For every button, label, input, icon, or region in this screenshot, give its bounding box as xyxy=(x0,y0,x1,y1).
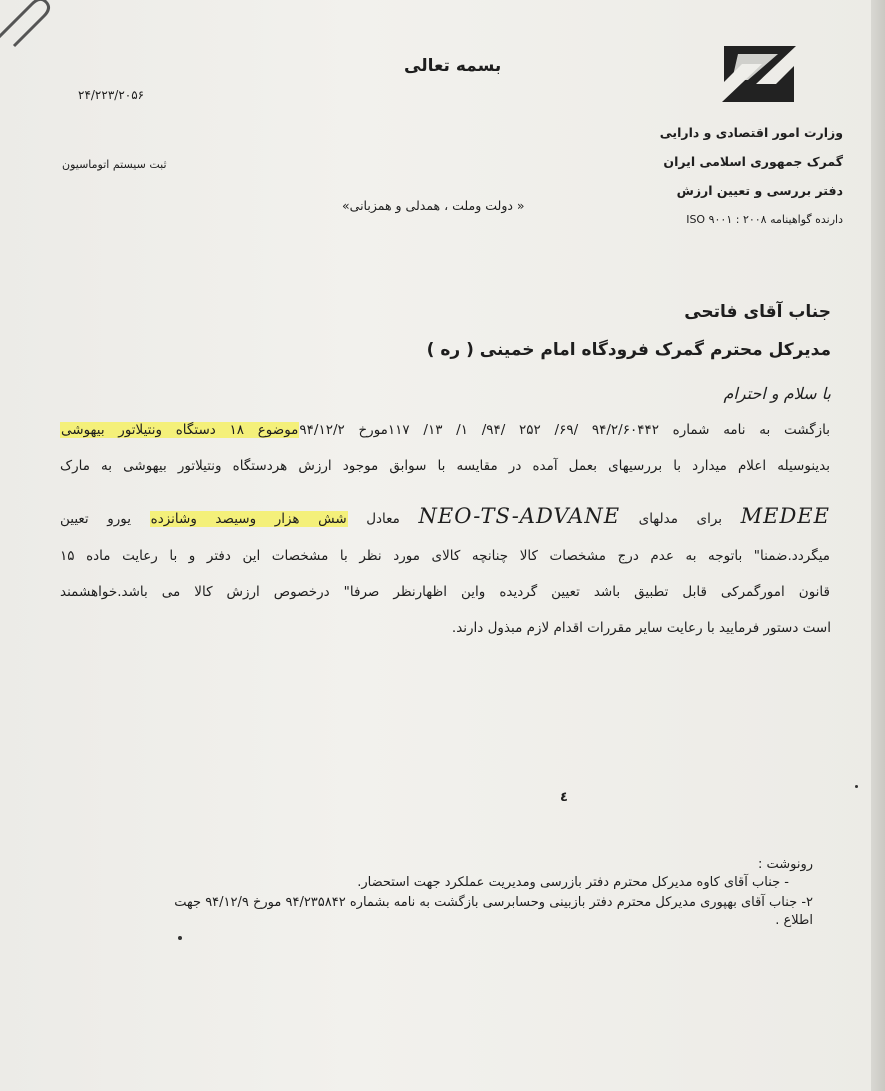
greeting-handwritten: با سلام و احترام xyxy=(723,384,831,403)
cc-item-1: - جناب آقای کاوه مدیرکل محترم دفتر بازرسی ومدیریت عملکرد جهت استحضار. xyxy=(357,875,789,890)
body-text: یورو تعیین xyxy=(60,511,132,527)
bismillah-heading: بسمه تعالی xyxy=(404,56,502,76)
automation-system-note: ثبت سیستم اتوماسیون xyxy=(62,158,167,171)
page-edge-shadow xyxy=(871,0,885,1091)
letter-number: ۲۴/۲۲۳/۲۰۵۶ xyxy=(78,88,145,102)
body-line-2: بدینوسیله اعلام میدارد با بررسیهای بعمل آمده در مقایسه با سوابق موجود ارزش هردستگاه ونتیلاتور بیهوشی به مارک xyxy=(60,458,830,474)
slogan: « دولت وملت ، همدلی و همزبانی» xyxy=(342,198,525,213)
body-text: معادل xyxy=(366,511,400,527)
ministry-line: دفتر بررسی و تعیین ارزش xyxy=(676,183,843,198)
ministry-line: گمرک جمهوری اسلامی ایران xyxy=(663,154,843,169)
body-line-3 xyxy=(60,504,830,528)
iso-certificate-line: دارنده گواهینامه ۲۰۰۸ : ۹۰۰۱ ISO xyxy=(686,213,843,226)
body-line-1 xyxy=(60,422,830,438)
highlighted-subject: موضوع ۱۸ دستگاه ونتیلاتور بیهوشی xyxy=(61,422,299,438)
ink-speck xyxy=(178,936,182,940)
body-line-5: قانون امورگمرکی قابل تطبیق باشد تعیین گردیده واین اظهارنظر صرفا" درخصوص ارزش کالا می باشد.خواهشمند xyxy=(60,584,830,600)
cc-item-2-continued: اطلاع . xyxy=(775,913,813,928)
body-line-4: میگردد.ضمنا" باتوجه به عدم درج مشخصات کالا چنانچه کالای مورد نظر با مشخصات این دفتر و با رعایت ماده ۱۵ xyxy=(60,548,830,564)
customs-logo xyxy=(718,40,800,108)
body-text: بازگشت به نامه شماره ۹۴/۲/۶۰۴۴۲ /۶۹/ ۲۵۲ /۹۴/ ۱/ ۱۳/ ۱۱۷مورخ ۹۴/۱۲/۲ xyxy=(299,422,831,438)
highlighted-amount: شش هزار وسیصد وشانزده xyxy=(150,511,347,527)
addressee-title: مدیرکل محترم گمرک فرودگاه امام خمینی ( ره ) xyxy=(426,340,831,360)
addressee-name: جناب آقای فاتحی xyxy=(684,302,831,322)
page-mark: ٤ xyxy=(560,790,568,805)
body-text: برای مدلهای xyxy=(638,511,723,527)
model-names: NEO-TS-ADVANE xyxy=(418,504,621,528)
cc-heading: رونوشت : xyxy=(757,857,813,872)
ministry-line: وزارت امور اقتصادی و دارایی xyxy=(659,125,843,140)
brand-name: MEDEE xyxy=(740,504,830,528)
cc-item-2: ۲- جناب آقای بهپوری مدیرکل محترم دفتر بازبینی وحسابرسی بازگشت به نامه بشماره ۹۴/۲۳۵۸۴۲ مورخ ۹۴/۱۲/۹ جهت xyxy=(174,895,813,910)
ministry-block xyxy=(613,118,843,234)
paper-clip-icon xyxy=(0,0,60,50)
body-line-6: است دستور فرمایید با رعایت سایر مقررات اقدام لازم مبذول دارند. xyxy=(451,620,831,636)
ink-speck xyxy=(855,785,858,788)
